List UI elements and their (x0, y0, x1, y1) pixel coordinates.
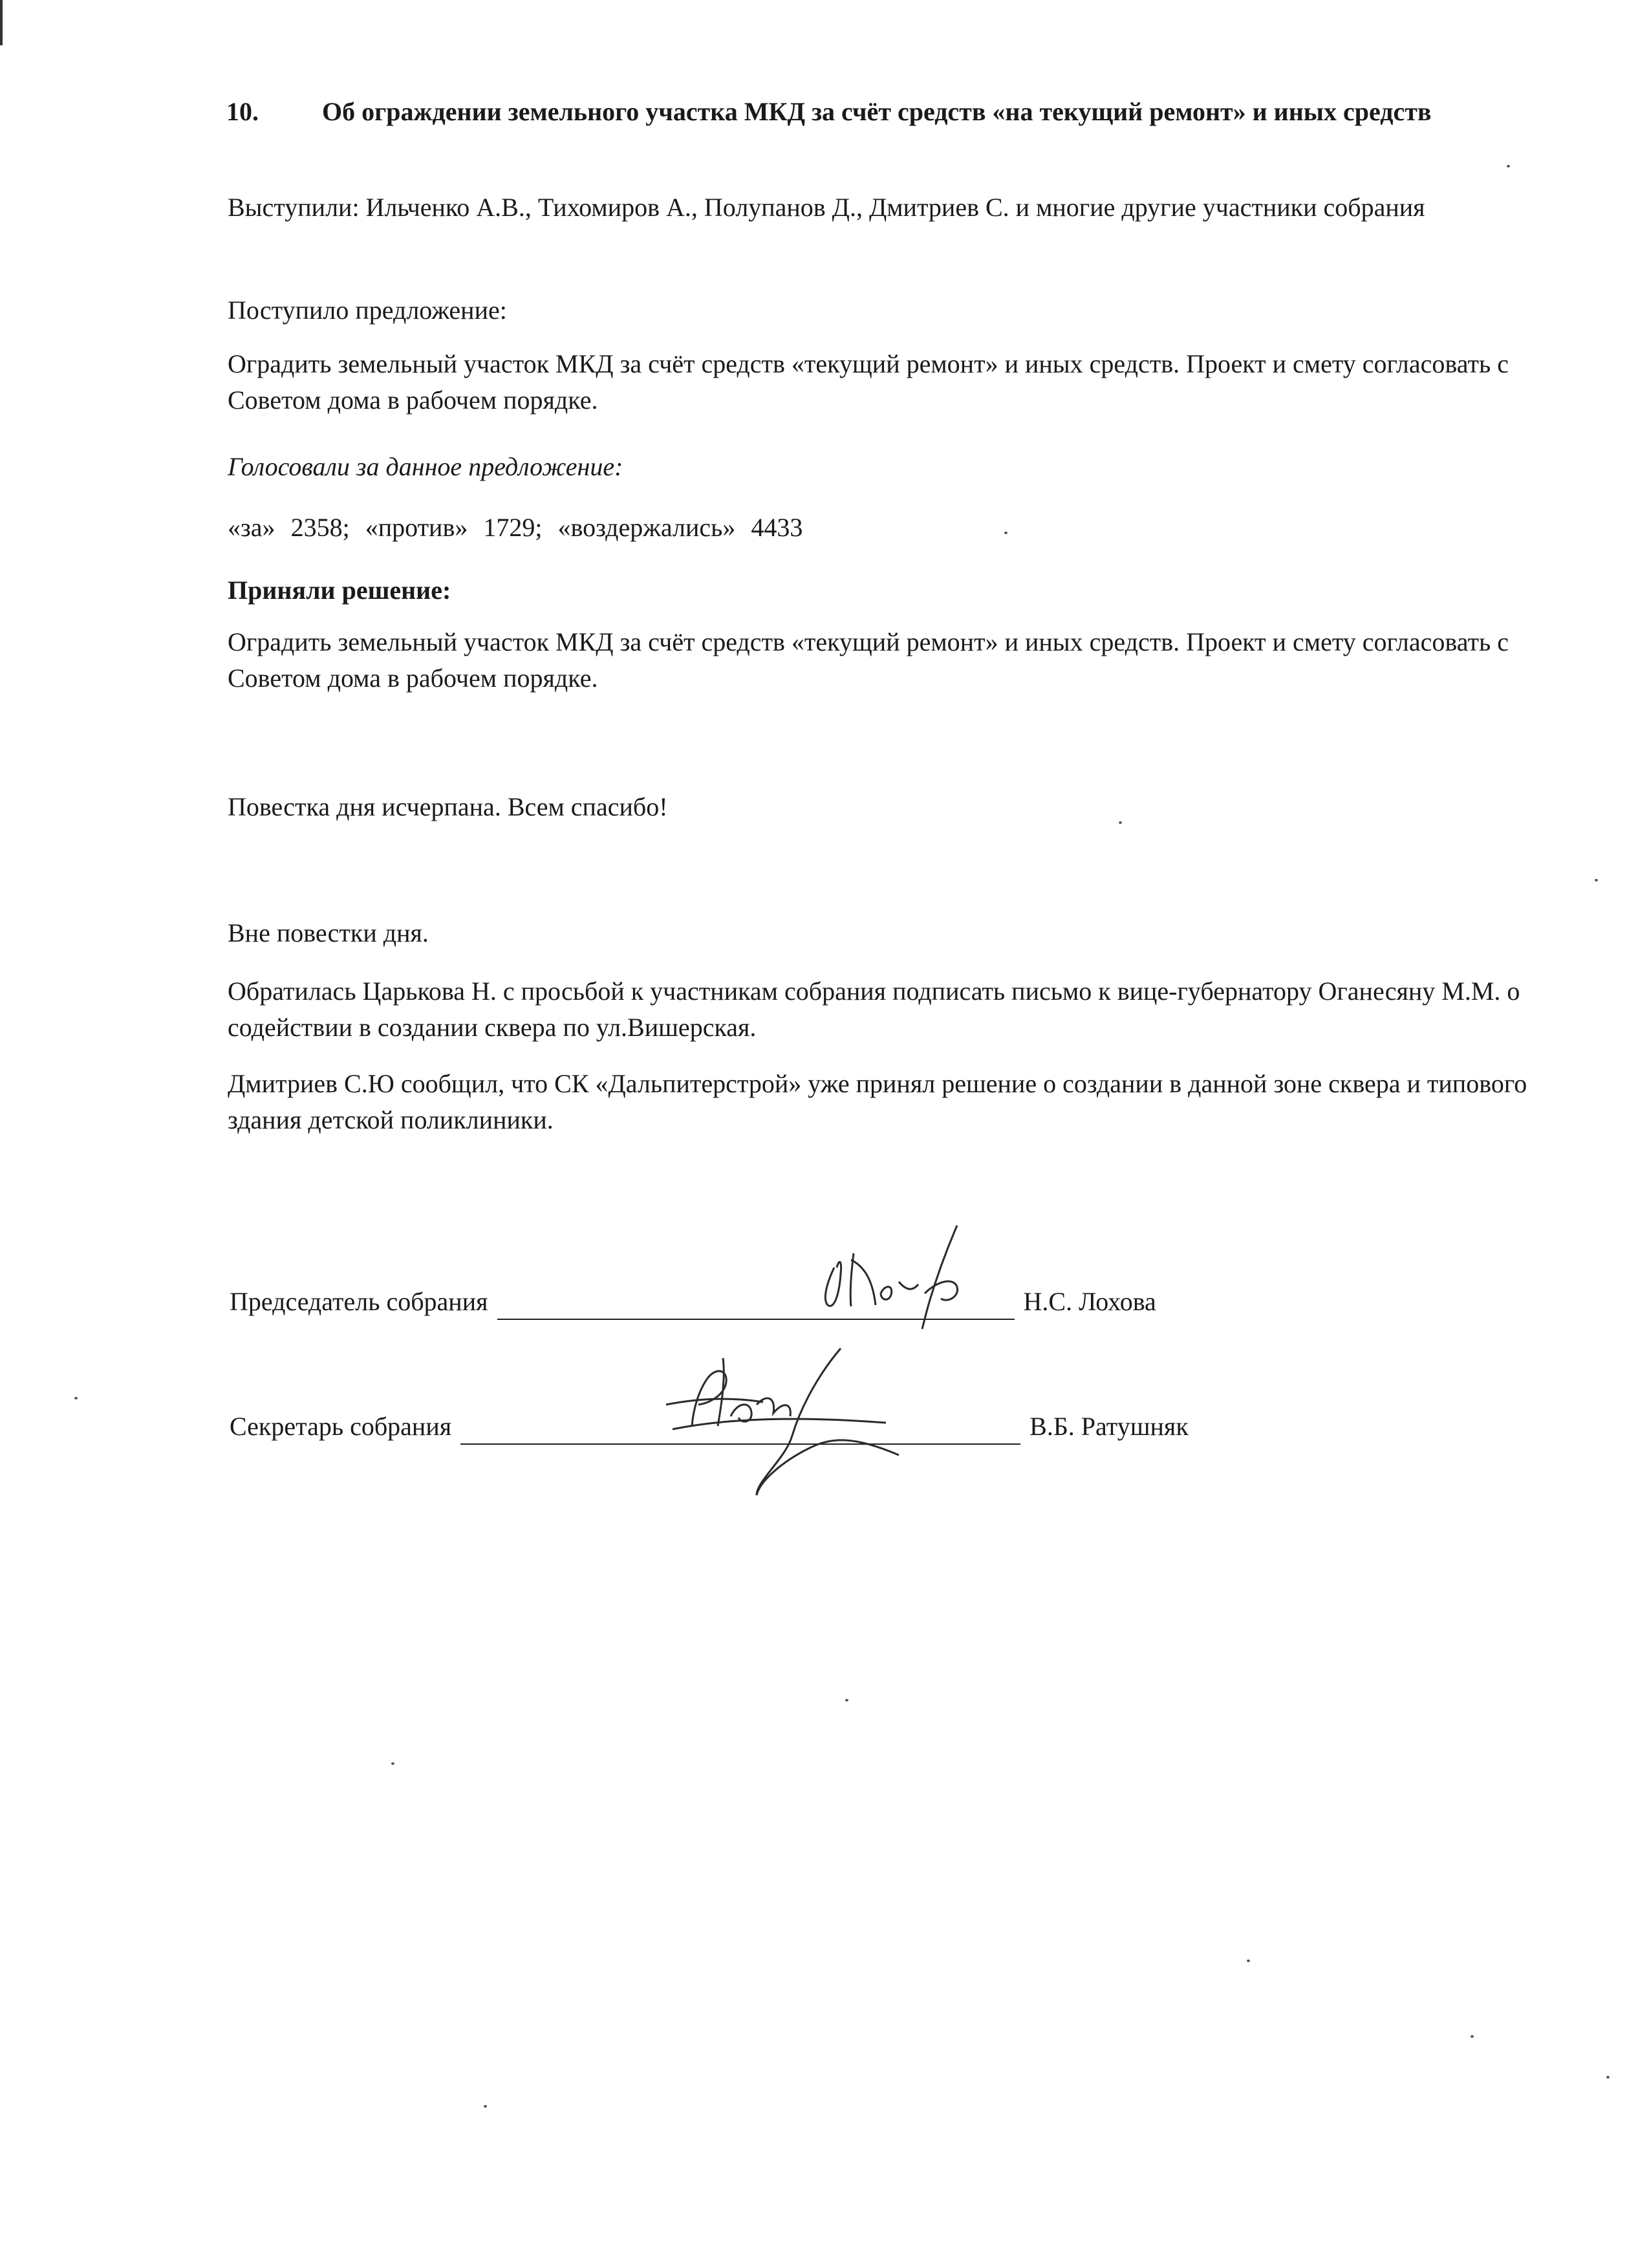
vote-abstain-label: «воздержались» (557, 513, 736, 542)
scan-speck (484, 2105, 487, 2108)
vote-against-label: «против» (365, 513, 468, 542)
scan-speck (1606, 2076, 1610, 2079)
scan-speck (1119, 821, 1122, 824)
chair-role: Председатель собрания (230, 1287, 488, 1316)
off-agenda-paragraph-1: Обратилась Царькова Н. с просьбой к участникам собрания подписать письмо к вице-губернатору Оганесяну М.М. о содействии в создании сквера по ул.Вишерская. (228, 977, 1520, 1042)
vote-for-value: 2358; (290, 513, 350, 542)
scan-speck (1471, 2035, 1474, 2038)
scan-speck (74, 1397, 78, 1399)
voting-label: Голосовали за данное предложение: (228, 452, 623, 481)
scan-speck (1247, 1960, 1250, 1962)
chair-name: Н.С. Лохова (1023, 1287, 1156, 1316)
closing-statement: Повестка дня исчерпана. Всем спасибо! (228, 792, 668, 821)
secretary-handwritten-signature (653, 1345, 925, 1500)
proposal-text: Оградить земельный участок МКД за счёт средств «текущий ремонт» и иных средств. Проект и смету согласовать с Советом дома в рабочем порядке. (228, 349, 1509, 415)
voting-results (228, 510, 1592, 546)
decision-text: Оградить земельный участок МКД за счёт средств «текущий ремонт» и иных средств. Проект и смету согласовать с Советом дома в рабочем порядке. (228, 627, 1509, 693)
decision-label: Приняли решение: (228, 576, 451, 605)
scan-speck (391, 1762, 394, 1765)
speakers-label: Выступили: (228, 193, 360, 222)
scan-speck (1507, 165, 1510, 167)
vote-for-label: «за» (228, 513, 275, 542)
speakers-names: Ильченко А.В., Тихомиров А., Полупанов Д., Дмитриев С. и многие другие участники собрания (365, 193, 1425, 222)
agenda-item-number: 10. (226, 97, 259, 126)
proposal-label: Поступило предложение: (228, 296, 507, 325)
chair-handwritten-signature (808, 1222, 1015, 1332)
vote-abstain-value: 4433 (751, 513, 803, 542)
speakers-block (228, 189, 1592, 226)
scan-speck (845, 1699, 848, 1701)
scan-speck (1595, 879, 1598, 881)
scan-edge-mark (0, 0, 3, 45)
scan-speck (1004, 532, 1008, 534)
secretary-name: В.Б. Ратушняк (1029, 1412, 1189, 1441)
off-agenda-paragraph-2: Дмитриев С.Ю сообщил, что СК «Дальпитерстрой» уже принял решение о создании в данной зоне сквера и типового здания детской поликлиники. (228, 1069, 1527, 1134)
agenda-item-title: Об ограждении земельного участка МКД за счёт средств «на текущий ремонт» и иных средств (322, 97, 1432, 126)
vote-against-value: 1729; (483, 513, 543, 542)
chair-signature-row (230, 1284, 1156, 1320)
agenda-item-heading (226, 94, 1507, 130)
off-agenda-label: Вне повестки дня. (228, 918, 429, 947)
secretary-role: Секретарь собрания (230, 1412, 452, 1441)
